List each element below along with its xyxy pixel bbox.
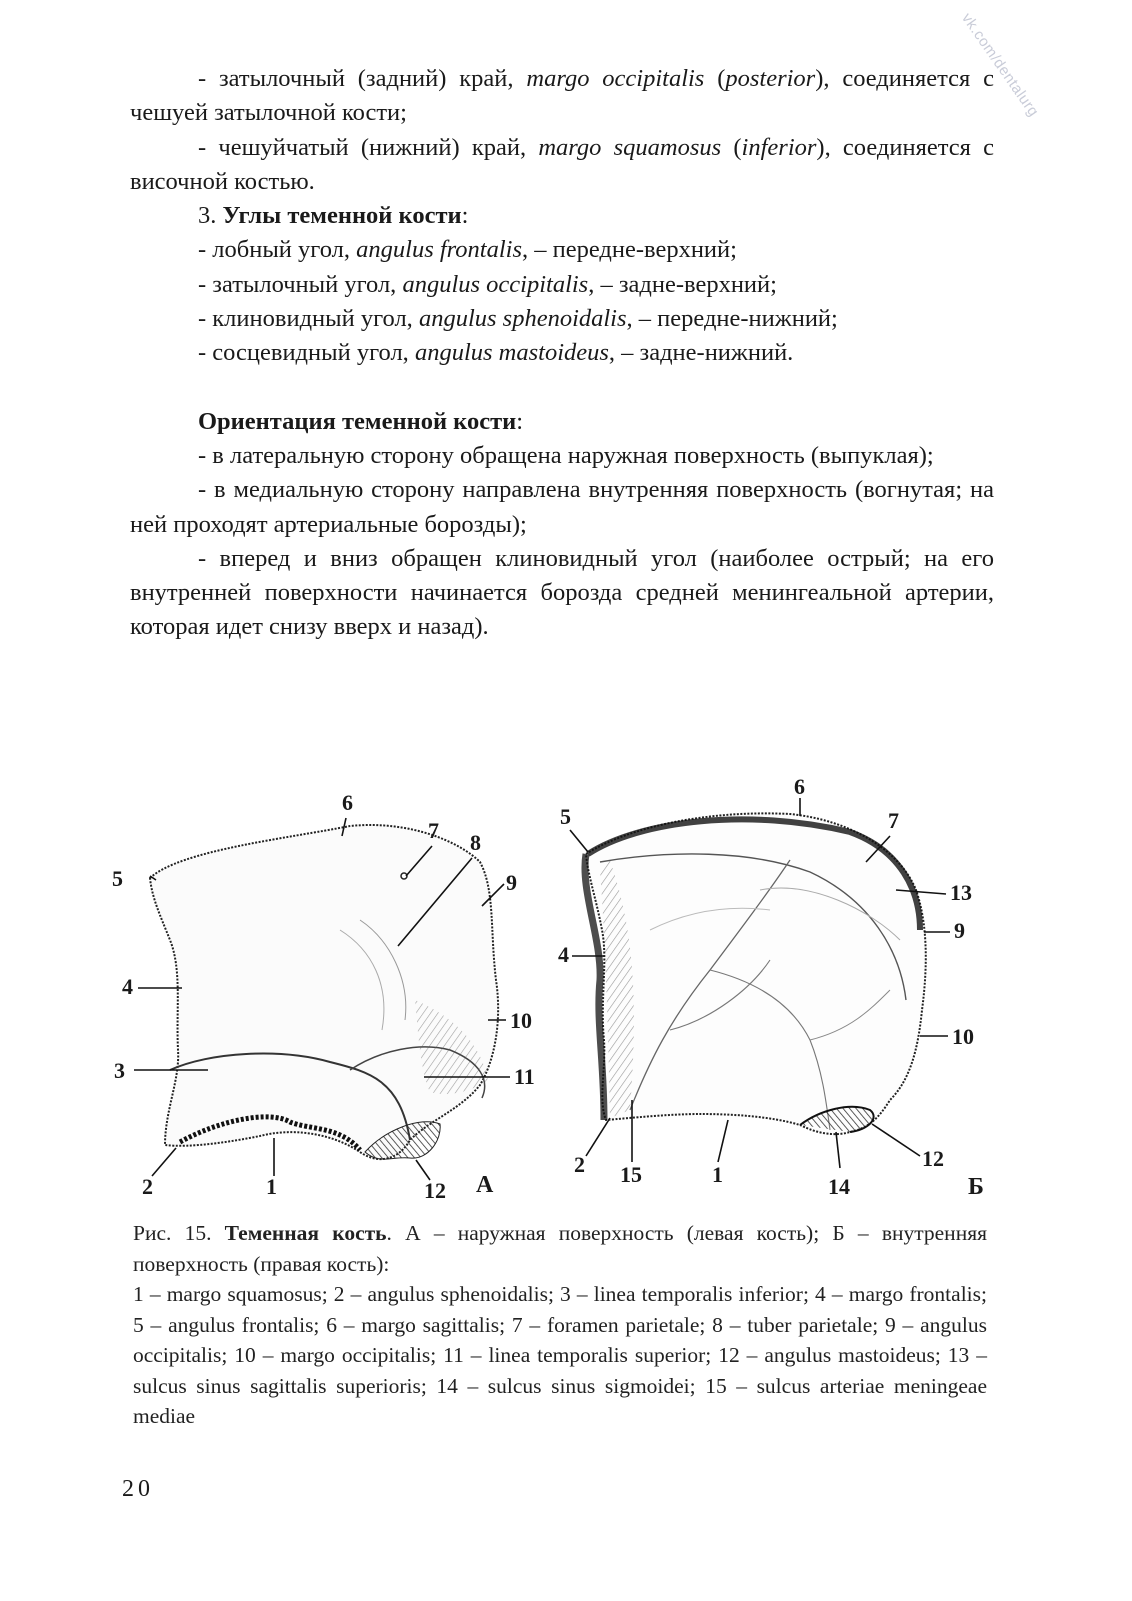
figure-parietal-bone — [110, 774, 1010, 1210]
latin-term: angulus sphenoidalis — [418, 305, 627, 333]
label-b-10: 10 — [952, 1024, 974, 1049]
paragraph-margo-squamosus — [130, 131, 994, 200]
figure-caption — [133, 1218, 987, 1432]
label-b-14: 14 — [828, 1174, 850, 1199]
latin-term: posterior — [725, 65, 816, 92]
bone-illustration — [110, 780, 1010, 1210]
list-item-angulus-occipitalis — [130, 268, 994, 302]
label-b-2: 2 — [574, 1152, 585, 1177]
section-heading-angles — [130, 199, 994, 233]
label-b-7: 7 — [888, 808, 899, 833]
text-run: , – задне-нижний. — [608, 339, 794, 367]
list-item-angulus-sphenoidalis — [130, 302, 994, 336]
label-b-6: 6 — [794, 774, 805, 799]
latin-term: angulus occipitalis — [402, 270, 589, 298]
bone-panel-b — [585, 813, 926, 1134]
label-b-12: 12 — [922, 1146, 944, 1171]
paragraph-orientation-medial: - в медиальную сторону направлена внутренняя поверхность (вогнутая; на ней проходят артериальные борозды); — [130, 476, 994, 538]
label-b-1: 1 — [712, 1162, 723, 1187]
latin-term: margo occipitalis — [526, 65, 705, 92]
caption-legend: 1 – margo squamosus; 2 – angulus sphenoidalis; 3 – linea temporalis inferior; 4 – margo frontalis; 5 – angulus frontalis; 6 – margo sagittalis; 7 – foramen parietale; 8 – tuber parietale; 9 – angulus occipitalis; 10 – margo occipitalis; 11 – linea temporalis superior; 12 – angulus mastoideus; 13 – sulcus sinus sagittalis superioris; 14 – sulcus sinus sigmoidei; 15 – sulcus arteriae meningeae mediae — [133, 1282, 987, 1428]
page-number: 20 — [122, 1476, 154, 1502]
label-b-13: 13 — [950, 880, 972, 905]
label-a-4: 4 — [122, 974, 133, 999]
text-run: , – задне-верхний; — [588, 270, 777, 298]
label-a-3: 3 — [114, 1058, 125, 1083]
paragraph-orientation-anterior: - вперед и вниз обращен клиновидный угол (наиболее острый; на его внутренней поверхности начинается борозда средней менингеальной артерии, которая идет снизу вверх и назад). — [130, 544, 994, 641]
paragraph-orientation-lateral: - в латеральную сторону обращена наружная поверхность (выпуклая); — [198, 441, 934, 469]
text-run: , – передне-нижний; — [626, 305, 838, 333]
text-run: - клиновидный угол, — [198, 305, 419, 333]
label-a-5: 5 — [112, 866, 123, 891]
text-run: - затылочный (задний) край, — [198, 65, 527, 92]
section-title: Углы теменной кости — [222, 202, 462, 230]
label-b-9: 9 — [954, 918, 965, 943]
text-run: - сосцевидный угол, — [198, 339, 415, 367]
text-run: : — [461, 202, 469, 230]
label-a-7: 7 — [428, 818, 439, 843]
watermark: vk.com/dentalurg — [958, 10, 1043, 120]
list-item-angulus-mastoideus — [130, 336, 994, 370]
spacer — [130, 371, 994, 405]
latin-term: angulus frontalis — [356, 236, 522, 264]
text-run: ( — [704, 65, 726, 92]
label-a-6: 6 — [342, 790, 353, 815]
panel-label-b: Б — [968, 1174, 984, 1200]
caption-title-line — [133, 1218, 987, 1279]
caption-description: . А – наружная поверхность (левая кость); Б – внутренняя поверхность (правая кость): — [133, 1221, 987, 1276]
text-run: - лобный угол, — [198, 236, 357, 264]
text-run: ( — [721, 133, 742, 161]
label-a-2: 2 — [142, 1174, 153, 1199]
text-run: - затылочный угол, — [198, 270, 403, 298]
label-b-4: 4 — [558, 942, 569, 967]
text-run: ), соединяется с височной костью. — [130, 133, 994, 195]
latin-term: angulus mastoideus — [414, 339, 609, 367]
panel-label-a: А — [476, 1172, 494, 1198]
text-run: : — [516, 407, 524, 435]
label-a-1: 1 — [266, 1174, 277, 1199]
label-b-5: 5 — [560, 804, 571, 829]
section-title: Ориентация теменной кости — [198, 407, 517, 435]
section-heading-orientation — [130, 405, 994, 439]
label-a-11: 11 — [514, 1064, 535, 1089]
text-run: , – передне-верхний; — [522, 236, 737, 264]
text-run: - чешуйчатый (нижний) край, — [198, 133, 539, 161]
latin-term: margo squamosus — [538, 133, 722, 161]
label-a-10: 10 — [510, 1008, 532, 1033]
latin-term: inferior — [741, 133, 817, 161]
list-item-angulus-frontalis — [130, 233, 994, 267]
text-run: ), соединяется с чешуей затылочной кости; — [130, 65, 994, 127]
label-a-9: 9 — [506, 870, 517, 895]
label-b-15: 15 — [620, 1162, 642, 1187]
caption-prefix: Рис. 15. — [133, 1221, 225, 1245]
bone-panel-a — [150, 825, 498, 1159]
caption-title: Теменная кость — [224, 1221, 387, 1245]
label-a-8: 8 — [470, 830, 481, 855]
paragraph-margo-occipitalis — [130, 62, 994, 131]
section-number: 3. — [198, 202, 223, 230]
body-text — [130, 62, 994, 645]
label-a-12: 12 — [424, 1178, 446, 1203]
